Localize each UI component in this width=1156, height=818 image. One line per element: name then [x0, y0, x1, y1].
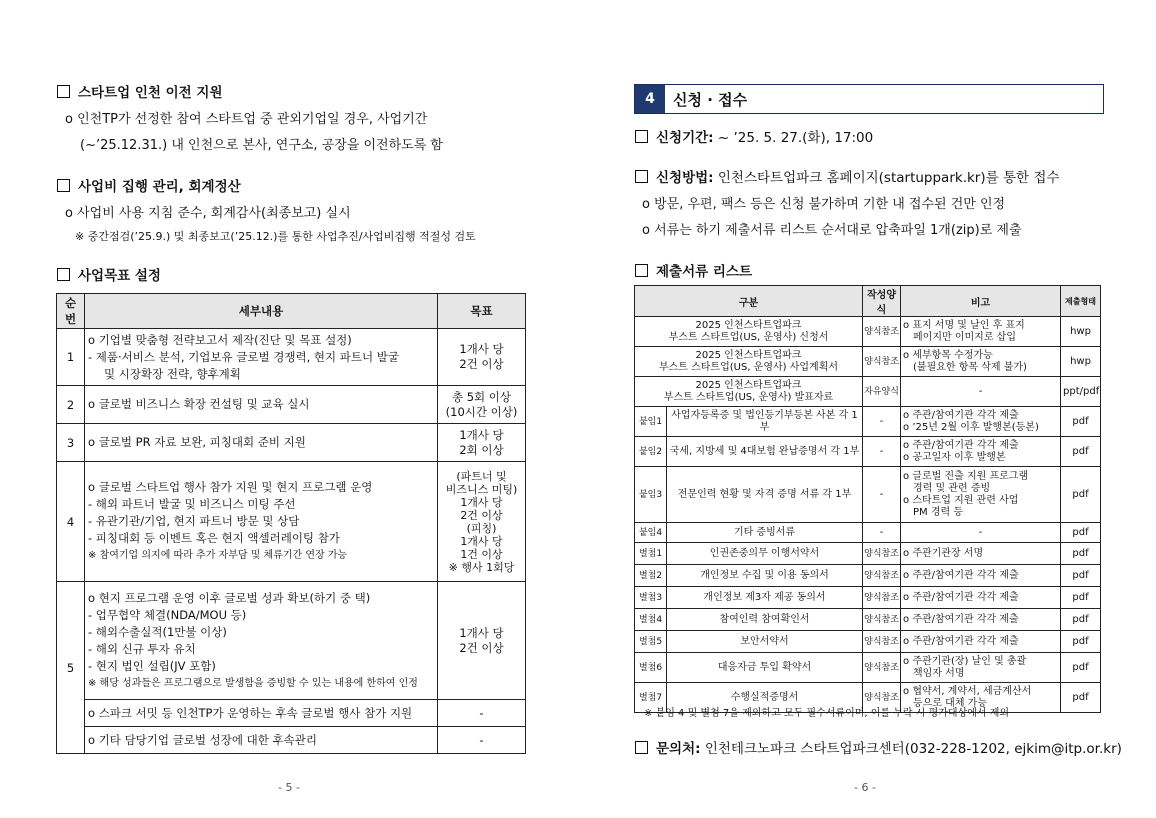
method-line-2: o 서류는 하기 제출서류 리스트 순서대로 압축파일 1개(zip)로 제출 — [642, 223, 1022, 238]
doc-name: 사업자등록증 및 법인등기부등본 사본 각 1부 — [667, 407, 863, 437]
table-row — [635, 523, 1101, 543]
goals-table — [56, 293, 526, 754]
row-detail — [85, 462, 438, 582]
table-row — [57, 700, 526, 727]
row-detail — [85, 386, 438, 424]
row-no: 4 — [57, 462, 85, 582]
header-remarks: 비고 — [901, 286, 1061, 317]
doc-remarks: - — [901, 523, 1061, 543]
doc-name: 개인정보 제3자 제공 동의서 — [667, 587, 863, 609]
detail-line: o 글로벌 스타트업 행사 참가 지원 및 현지 프로그램 운영 — [88, 480, 373, 494]
section-title: 신청 · 접수 — [673, 90, 748, 109]
doc-type: pdf — [1061, 543, 1101, 565]
detail-line: o 글로벌 비즈니스 확장 컨설팅 및 교육 실시 — [88, 397, 310, 411]
detail-line: - 피칭대회 등 이벤트 혹은 현지 액셀러레이팅 참가 — [88, 531, 340, 545]
doc-remarks — [901, 347, 1061, 377]
detail-line: o 스파크 서밋 등 인천TP가 운영하는 후속 글로벌 행사 참가 지원 — [88, 705, 413, 720]
doc-name-line: 2025 인천스타트업파크 — [695, 319, 802, 331]
doc-name: 참여인력 참여확인서 — [667, 609, 863, 631]
doc-type: pdf — [1061, 653, 1101, 683]
doc-type: hwp — [1061, 347, 1101, 377]
doc-remarks: o 주관/참여기관 각각 제출 — [901, 587, 1061, 609]
target-line: (파트너 및 — [456, 469, 507, 483]
remark-line: 등으로 대체 가능 — [913, 697, 987, 709]
method-label: 신청방법: — [656, 170, 714, 186]
doc-category: 별첨5 — [635, 631, 667, 653]
detail-line: o 기업별 맞춤형 전략보고서 제작(진단 및 목표 설정) — [88, 332, 352, 347]
doc-type: pdf — [1061, 631, 1101, 653]
period-value: ~ ’25. 5. 27.(화), 17:00 — [713, 130, 874, 146]
target-line: 1개사 당 — [459, 342, 504, 356]
table-header-row — [57, 294, 526, 329]
documents-table — [634, 285, 1101, 713]
doc-form: 양식참조 — [863, 565, 901, 587]
doc-category: 별첨3 — [635, 587, 667, 609]
table-row — [57, 329, 526, 386]
doc-remarks: o 주관/참여기관 각각 제출 — [901, 631, 1061, 653]
table-row — [57, 727, 526, 754]
target-line: 총 5회 이상 — [451, 389, 512, 404]
table-row — [635, 543, 1101, 565]
doc-category: 별첨4 — [635, 609, 667, 631]
doc-name: 기타 증빙서류 — [667, 523, 863, 543]
doc-remarks: o 주관/참여기관 각각 제출 — [901, 609, 1061, 631]
header-type: 제출형태 — [1061, 286, 1101, 317]
target-line: 2건 이상 — [460, 508, 503, 522]
row-detail — [85, 424, 438, 462]
doc-remarks — [901, 467, 1061, 523]
doc-category: 별첨7 — [635, 683, 667, 713]
contact-label: 문의처: — [656, 741, 701, 757]
doc-form: 양식참조 — [863, 609, 901, 631]
row-target: - — [438, 727, 526, 754]
doc-category: 별첨1 — [635, 543, 667, 565]
table-row — [635, 631, 1101, 653]
page-number: - 5 - — [278, 781, 300, 794]
row-detail — [85, 582, 438, 700]
square-bullet-icon — [635, 264, 648, 277]
doc-remarks — [901, 407, 1061, 437]
relocation-line-1: o 인천TP가 선정한 참여 스타트업 중 관외기업일 경우, 사업기간 — [65, 112, 428, 127]
detail-line: ※ 참여기업 의지에 따라 추가 자부담 및 체류기간 연장 가능 — [88, 550, 348, 561]
doc-category: 붙임4 — [635, 523, 667, 543]
target-line: (피칭) — [466, 521, 497, 535]
detail-line: - 제품·서비스 분석, 기업보유 글로벌 경쟁력, 현지 파트너 발굴 — [88, 349, 399, 364]
row-detail — [85, 329, 438, 386]
doc-form: 자유양식 — [863, 377, 901, 407]
doc-name: 인권존중의무 이행서약서 — [667, 543, 863, 565]
doc-form: 양식참조 — [863, 543, 901, 565]
doc-name: 전문인력 현황 및 자격 증명 서류 각 1부 — [667, 467, 863, 523]
target-line: 1개사 당 — [459, 625, 504, 640]
detail-line: ※ 해당 성과들은 프로그램으로 발생함을 증빙할 수 있는 내용에 한하여 인정 — [88, 677, 418, 689]
row-detail — [85, 727, 438, 754]
doc-name: 대응자금 투입 확약서 — [667, 653, 863, 683]
doc-form: - — [863, 437, 901, 467]
budget-line-1: o 사업비 사용 지침 준수, 회계감사(최종보고) 실시 — [65, 206, 351, 221]
page-number: - 6 - — [854, 781, 876, 794]
period-line — [635, 126, 873, 146]
row-target — [438, 582, 526, 700]
table-row — [635, 437, 1101, 467]
remark-line: o 주관/참여기관 각각 제출 — [903, 409, 1019, 421]
table-row — [57, 582, 526, 700]
doc-name-line: 부스트 스타트업(US, 운영사) 발표자료 — [663, 391, 834, 403]
remark-line: 페이지만 이미지로 삽입 — [913, 331, 1016, 343]
target-line: 2건 이상 — [459, 357, 504, 371]
square-bullet-icon — [57, 268, 70, 281]
doc-name: 국세, 지방세 및 4대보험 완납증명서 각 1부 — [667, 437, 863, 467]
remark-line: o 표지 서명 및 날인 후 표지 — [903, 319, 1025, 331]
section-header — [634, 84, 1104, 114]
remark-line: o 주관기관(장) 날인 및 총괄 — [903, 655, 1027, 667]
doc-type: hwp — [1061, 317, 1101, 347]
doc-remarks — [901, 653, 1061, 683]
header-no: 순번 — [57, 294, 85, 329]
table-row — [635, 347, 1101, 377]
row-no: 5 — [57, 582, 85, 754]
target-line: (10시간 이상) — [445, 404, 518, 419]
remark-line: o ’25년 2월 이후 발행본(등본) — [903, 421, 1039, 433]
period-label: 신청기간: — [656, 130, 714, 146]
row-target — [438, 424, 526, 462]
remark-line: o 공고일자 이후 발행본 — [903, 451, 1006, 463]
table-header-row — [635, 286, 1101, 317]
doc-type: pdf — [1061, 587, 1101, 609]
target-line: ※ 행사 1회당 — [448, 560, 515, 574]
detail-line: - 유관기관/기업, 현지 파트너 방문 및 상담 — [88, 514, 300, 528]
remark-line: o 세부항목 수정가능 — [903, 349, 993, 361]
doc-category: 붙임3 — [635, 467, 667, 523]
detail-line: - 해외 파트너 발굴 및 비즈니스 미팅 주선 — [88, 497, 296, 511]
doc-remarks — [901, 437, 1061, 467]
remark-line: 경력 및 관련 증빙 — [913, 482, 991, 494]
target-line: 1개사 당 — [459, 427, 504, 442]
table-row — [635, 587, 1101, 609]
doc-type: pdf — [1061, 523, 1101, 543]
table-row — [57, 424, 526, 462]
remark-line: PM 경력 등 — [913, 506, 964, 518]
target-line: 2건 이상 — [459, 640, 504, 655]
doc-form: 양식참조 — [863, 317, 901, 347]
doc-name-line: 2025 인천스타트업파크 — [695, 349, 802, 361]
header-target: 목표 — [438, 294, 526, 329]
section-relocation-title: 스타트업 인천 이전 지원 — [57, 81, 223, 101]
detail-line: o 현지 프로그램 운영 이후 글로벌 성과 확보(하기 중 택) — [88, 590, 371, 605]
right-page — [578, 0, 1156, 818]
doc-form: - — [863, 523, 901, 543]
table-row — [635, 653, 1101, 683]
detail-line: o 기타 담당기업 글로벌 성장에 대한 후속관리 — [88, 732, 317, 747]
target-line: 1개사 당 — [460, 495, 503, 509]
doc-remarks: o 주관/참여기관 각각 제출 — [901, 565, 1061, 587]
doc-name — [635, 377, 863, 407]
doc-name-line: 2025 인천스타트업파크 — [695, 379, 802, 391]
doc-remarks: - — [901, 377, 1061, 407]
doc-category: 붙임2 — [635, 437, 667, 467]
square-bullet-icon — [635, 741, 648, 754]
doc-remarks — [901, 317, 1061, 347]
row-target — [438, 462, 526, 582]
doc-form: 양식참조 — [863, 587, 901, 609]
method-value: 인천스타트업파크 홈페이지(startuppark.kr)를 통한 접수 — [713, 170, 1060, 186]
doc-type: pdf — [1061, 437, 1101, 467]
doc-type: pdf — [1061, 609, 1101, 631]
row-no: 1 — [57, 329, 85, 386]
method-line — [635, 166, 1059, 186]
table-row — [635, 407, 1101, 437]
row-target — [438, 329, 526, 386]
section-goals-title: 사업목표 설정 — [57, 264, 161, 284]
table-row — [57, 386, 526, 424]
table-row — [57, 462, 526, 582]
header-category: 구분 — [635, 286, 863, 317]
detail-line: - 업무협약 체결(NDA/MOU 등) — [88, 607, 247, 622]
detail-line: o 글로벌 PR 자료 보완, 피칭대회 준비 지원 — [88, 435, 306, 449]
doc-form: - — [863, 467, 901, 523]
target-line: 2회 이상 — [459, 442, 504, 457]
doc-name: 수행실적증명서 — [667, 683, 863, 713]
method-line-1: o 방문, 우편, 팩스 등은 신청 불가하며 기한 내 접수된 건만 인정 — [642, 197, 1006, 212]
doc-category: 별첨6 — [635, 653, 667, 683]
doc-form: 양식참조 — [863, 347, 901, 377]
remark-line: (불필요한 항목 삭제 불가) — [913, 361, 1027, 373]
doc-type: pdf — [1061, 407, 1101, 437]
row-no: 2 — [57, 386, 85, 424]
docs-note: ※ 붙임 4 및 별첨 7을 제외하고 모두 필수서류이며, 이를 누락 시 평가대상에서 제외 — [644, 708, 1010, 719]
row-no: 3 — [57, 424, 85, 462]
doc-category: 별첨2 — [635, 565, 667, 587]
header-form: 작성양식 — [863, 286, 901, 317]
budget-note: ※ 중간점검(’25.9.) 및 최종보고(’25.12.)를 통한 사업추진/사업비집행 적절성 검토 — [75, 230, 476, 243]
contact-value: 인천테크노파크 스타트업파크센터(032-228-1202, ejkim@itp.or.kr) — [700, 741, 1122, 757]
doc-name: 개인정보 수집 및 이용 동의서 — [667, 565, 863, 587]
row-detail — [85, 700, 438, 727]
section-budget-title: 사업비 집행 관리, 회계정산 — [57, 175, 241, 195]
row-target: - — [438, 700, 526, 727]
doc-form: 양식참조 — [863, 631, 901, 653]
doc-type: pdf — [1061, 565, 1101, 587]
section-number: 4 — [635, 85, 665, 113]
doc-form: - — [863, 407, 901, 437]
remark-line: o 협약서, 계약서, 세금계산서 — [903, 685, 1032, 697]
docs-title: 제출서류 리스트 — [635, 260, 752, 280]
table-row — [635, 467, 1101, 523]
detail-line: - 해외수출실적(1만불 이상) — [88, 624, 227, 639]
doc-name — [635, 317, 863, 347]
detail-line: 및 시장확장 전략, 향후계획 — [104, 366, 241, 381]
square-bullet-icon — [57, 85, 70, 98]
relocation-line-2: (~’25.12.31.) 내 인천으로 본사, 연구소, 공장을 이전하도록 함 — [80, 138, 443, 153]
square-bullet-icon — [635, 170, 648, 183]
remark-line: o 스타트업 지원 관련 사업 — [903, 494, 1019, 506]
square-bullet-icon — [635, 130, 648, 143]
doc-name: 보안서약서 — [667, 631, 863, 653]
doc-name — [635, 347, 863, 377]
detail-line: - 해외 신규 투자 유치 — [88, 641, 196, 656]
remark-line: o 글로벌 진출 지원 프로그램 — [903, 470, 1029, 482]
target-line: 1건 이상 — [460, 547, 503, 561]
table-row — [635, 377, 1101, 407]
doc-type: pdf — [1061, 683, 1101, 713]
square-bullet-icon — [57, 179, 70, 192]
doc-form: 양식참조 — [863, 683, 901, 713]
doc-form: 양식참조 — [863, 653, 901, 683]
doc-name-line: 부스트 스타트업(US, 운영사) 신청서 — [668, 331, 829, 343]
row-target — [438, 386, 526, 424]
target-line: 비즈니스 미팅) — [445, 482, 518, 496]
doc-remarks: o 주관기관장 서명 — [901, 543, 1061, 565]
table-row — [635, 609, 1101, 631]
header-detail: 세부내용 — [85, 294, 438, 329]
contact-line — [635, 737, 1122, 757]
doc-name-line: 부스트 스타트업(US, 운영사) 사업계획서 — [658, 361, 839, 373]
table-row — [635, 565, 1101, 587]
remark-line: 책임자 서명 — [913, 667, 965, 679]
remark-line: o 주관/참여기관 각각 제출 — [903, 439, 1019, 451]
doc-type: ppt/pdf — [1061, 377, 1101, 407]
target-line: 1개사 당 — [460, 534, 503, 548]
doc-type: pdf — [1061, 467, 1101, 523]
table-row — [635, 317, 1101, 347]
doc-category: 붙임1 — [635, 407, 667, 437]
detail-line: - 현지 법인 설립(JV 포함) — [88, 658, 216, 673]
